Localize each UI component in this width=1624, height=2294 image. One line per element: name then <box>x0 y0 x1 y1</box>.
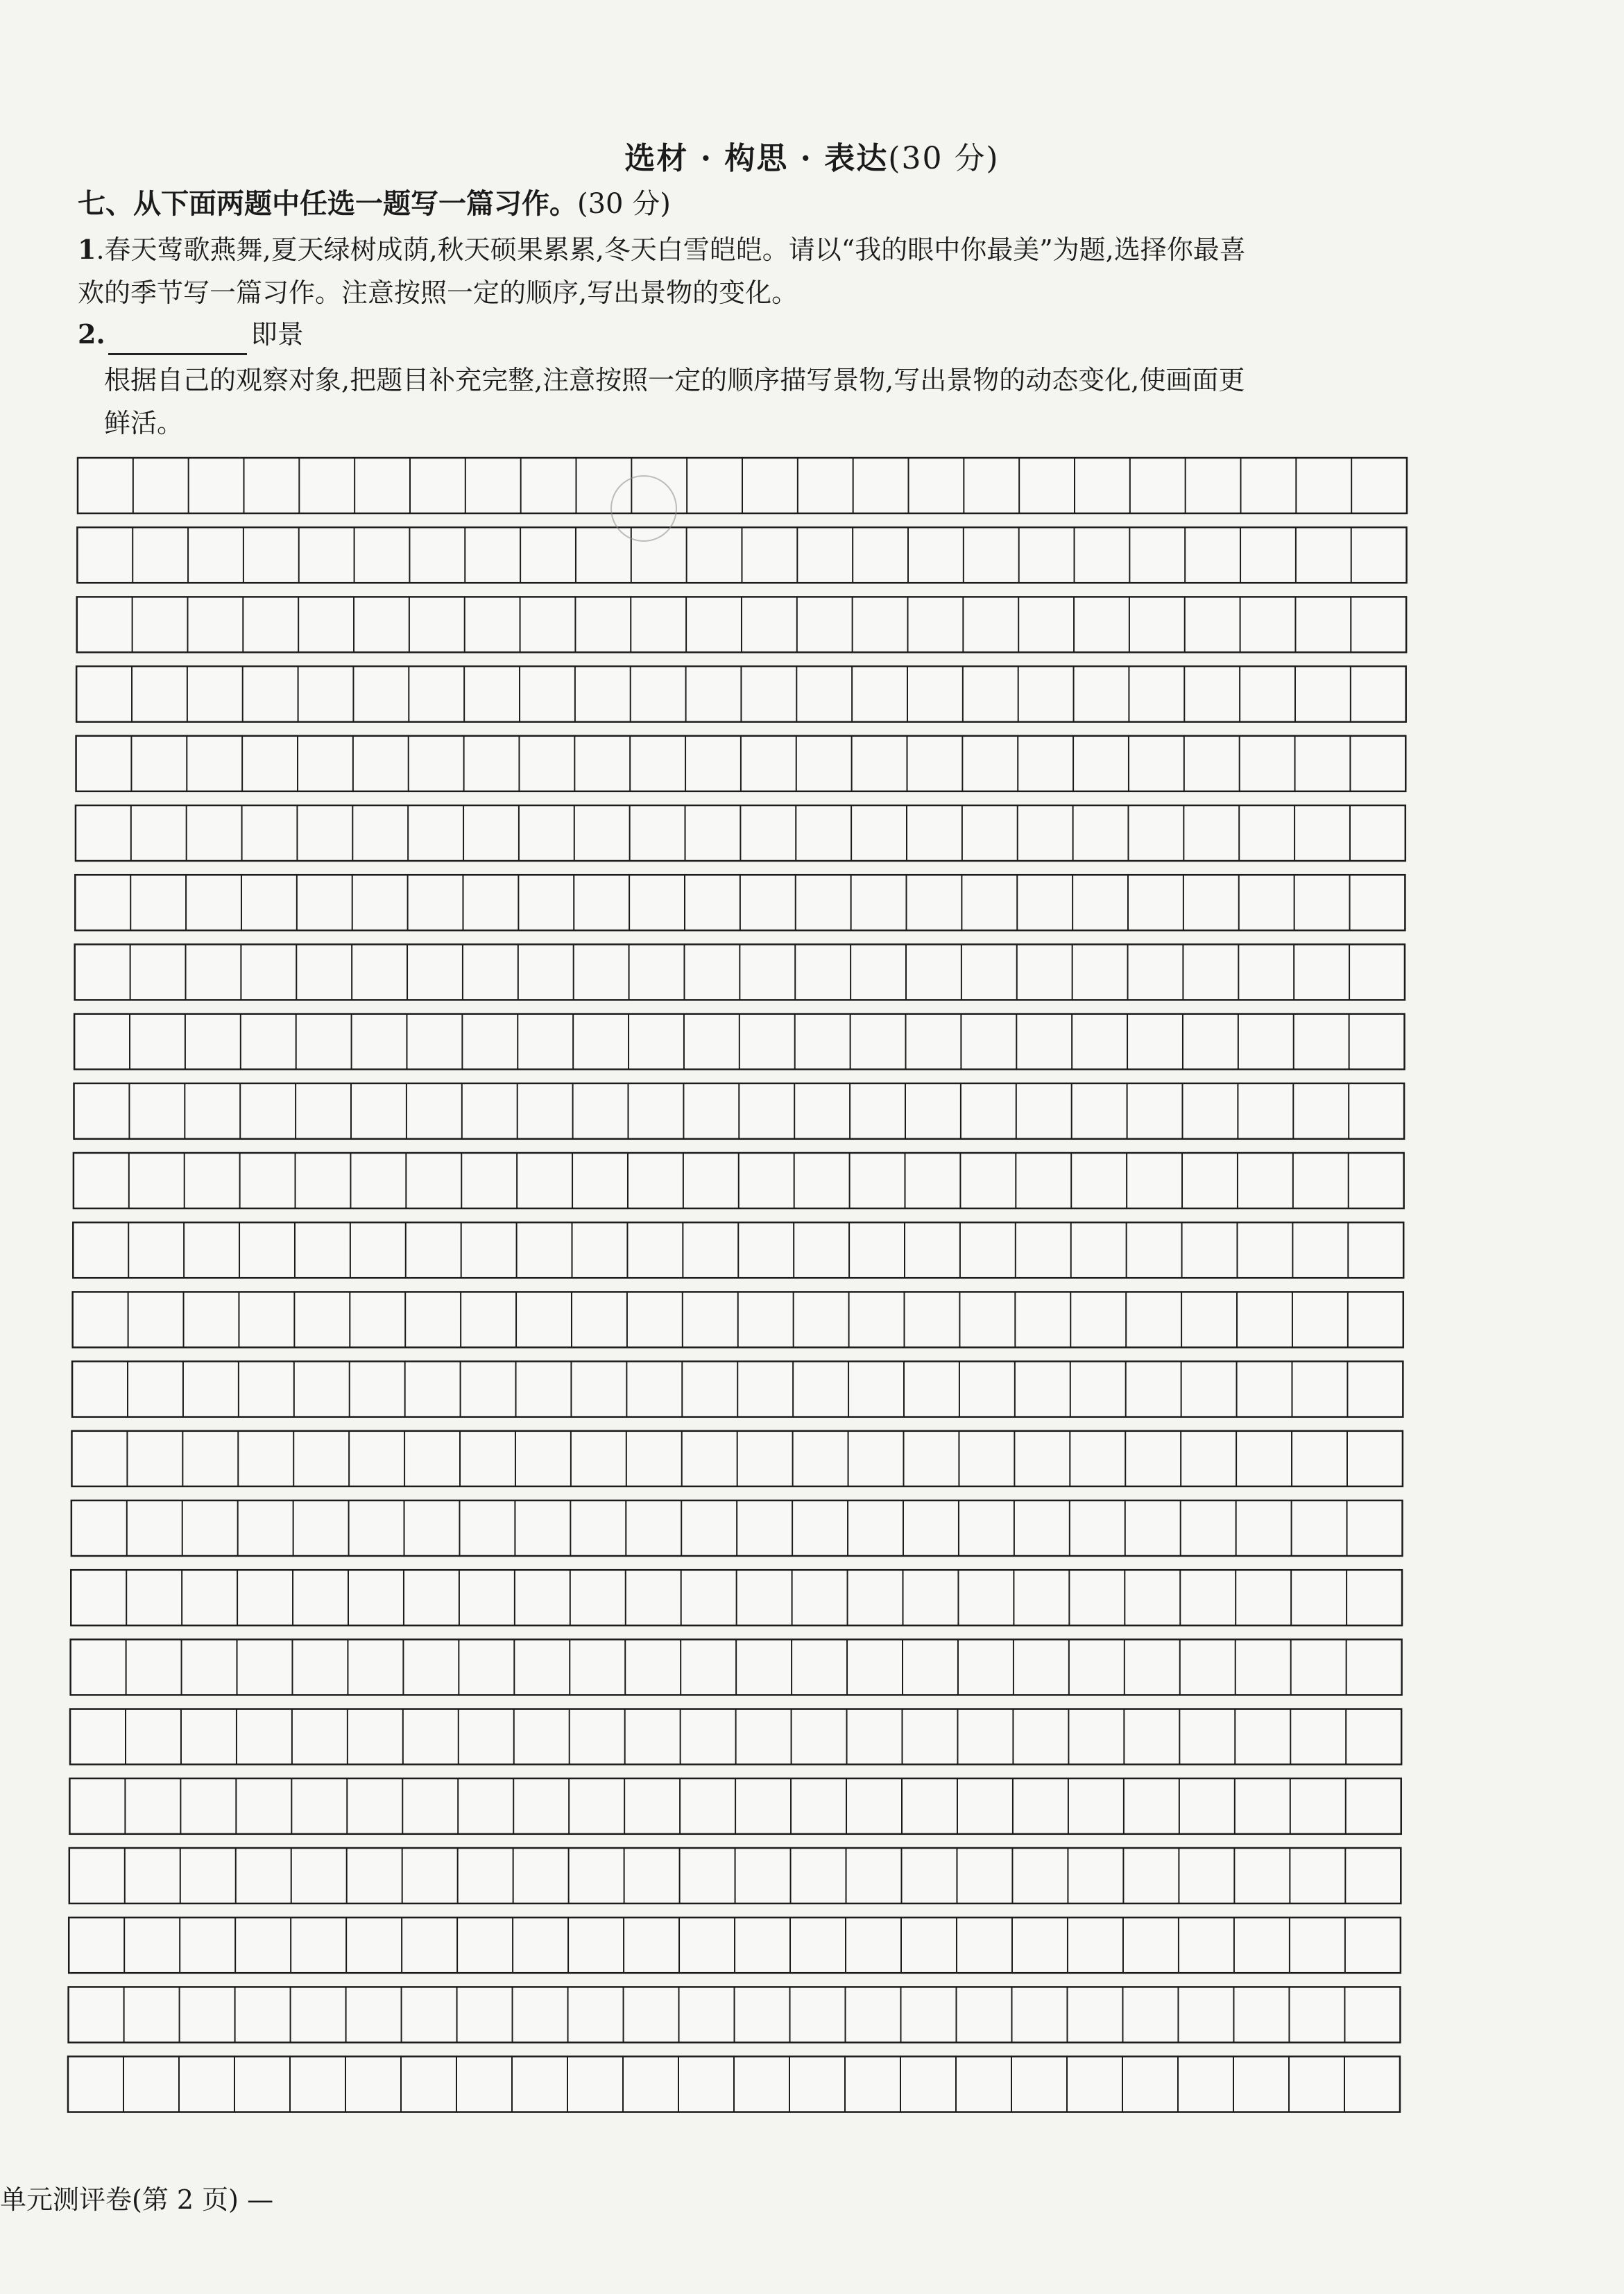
grid-row[interactable] <box>71 1570 1402 1625</box>
section-title-points: (30 分) <box>888 141 1000 176</box>
option-2-text-1: 根据自己的观察对象,把题目补充完整,注意按照一定的顺序描写景物,写出景物的动态变化,使画面更 <box>104 365 1245 395</box>
option-1-number: 1 <box>78 234 96 265</box>
stamp-seal <box>610 475 677 542</box>
section-title-text: 选材 · 构思 · 表达 <box>624 141 889 176</box>
grid-row[interactable] <box>69 1779 1401 1834</box>
grid-row[interactable] <box>70 1709 1401 1765</box>
grid-row[interactable] <box>74 1153 1404 1208</box>
grid-row[interactable] <box>74 1014 1404 1070</box>
question-heading-text: 七、从下面两题中任选一题写一篇习作。 <box>78 187 577 220</box>
grid-row[interactable] <box>68 2057 1400 2112</box>
grid-row[interactable] <box>73 1292 1403 1347</box>
grid-row[interactable] <box>77 527 1406 583</box>
grid-row[interactable] <box>78 458 1407 513</box>
grid-row[interactable] <box>73 1222 1403 1278</box>
grid-row[interactable] <box>71 1639 1402 1695</box>
option-2-title-line: 2. 即景 <box>78 314 1430 355</box>
grid-row[interactable] <box>76 736 1406 791</box>
grid-row[interactable] <box>71 1431 1402 1487</box>
grid-row[interactable] <box>74 1084 1405 1139</box>
option-2-number: 2 <box>78 318 96 350</box>
grid-row[interactable] <box>71 1500 1403 1556</box>
question-points: (30 分) <box>577 188 671 220</box>
grid-row[interactable] <box>75 875 1405 930</box>
footer-text: 单元测评卷(第 2 页) — <box>0 2184 274 2215</box>
grid-row[interactable] <box>69 1917 1401 1973</box>
option-2-title-suffix: 即景 <box>250 319 304 350</box>
grid-row[interactable] <box>76 667 1406 722</box>
grid-row[interactable] <box>69 1848 1401 1903</box>
grid-row[interactable] <box>76 805 1405 861</box>
grid-row[interactable] <box>77 597 1406 652</box>
grid-row[interactable] <box>75 944 1405 1000</box>
page-footer <box>0 2178 273 2216</box>
grid-row[interactable] <box>69 1987 1401 2042</box>
grid-row[interactable] <box>72 1362 1403 1417</box>
option-2-text-2: 鲜活。 <box>104 408 184 438</box>
option-1-text-1: .春天莺歌燕舞,夏天绿树成荫,秋天硕果累累,冬天白雪皑皑。请以“我的眼中你最美”为题,选择你最喜 <box>96 234 1246 265</box>
option-1-text-2: 欢的季节写一篇习作。注意按照一定的顺序,写出景物的变化。 <box>78 277 798 308</box>
